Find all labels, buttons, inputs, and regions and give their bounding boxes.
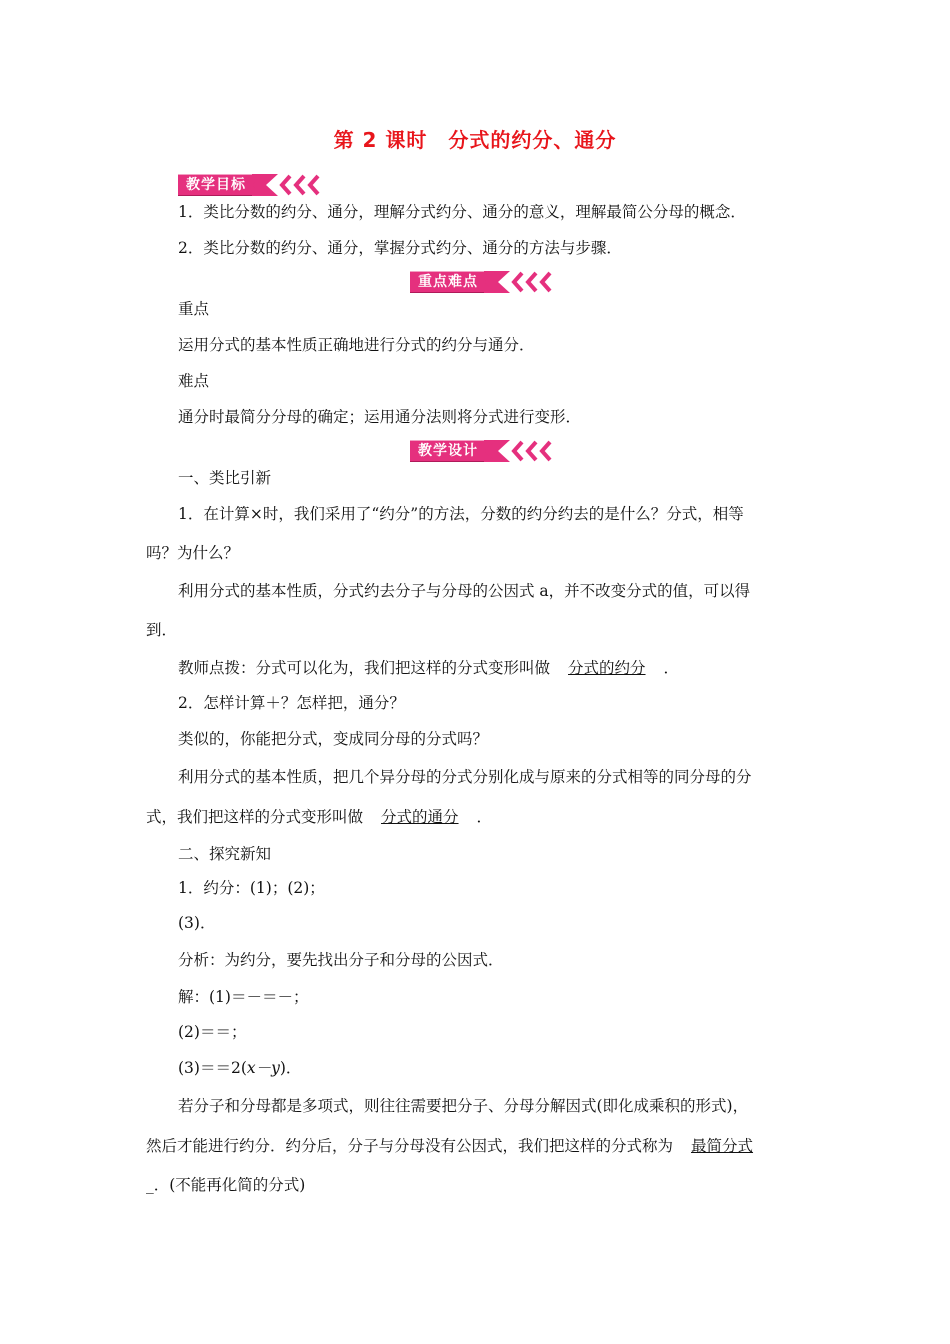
example-1: 1．约分：(1)；(2)； <box>178 879 325 897</box>
conclusion-line-1: 若分子和分母都是多项式，则往往需要把分子、分母分解因式(即化成乘积的形式)， <box>178 1097 749 1115</box>
hard-text: 通分时最简分分母的确定；运用通分法则将分式进行变形． <box>178 408 582 426</box>
banner-design-label: 教学设计 <box>410 440 484 462</box>
analysis: 分析：为约分，要先找出分子和分母的公因式． <box>178 951 504 969</box>
conclusion-blank-tail: _ <box>146 1176 154 1194</box>
conclusion-text: 然后才能进行约分．约分后，分子与分母没有公因式，我们把这样的分式称为 <box>146 1137 674 1155</box>
solution-3 <box>178 1057 301 1079</box>
teacher-tip <box>178 657 679 679</box>
conclusion-line-3 <box>146 1174 305 1196</box>
key-label: 重点 <box>178 300 210 318</box>
answer-2-line-1: 利用分式的基本性质，把几个异分母的分式分别化成与原来的分式相等的同分母的分 <box>178 768 752 786</box>
teacher-tip-text: 教师点拨：分式可以化为，我们把这样的分式变形叫做 <box>178 659 551 677</box>
solution-2: (2)＝＝； <box>178 1023 247 1041</box>
double-chevron-left-icon <box>484 271 562 293</box>
double-chevron-left-icon <box>484 440 562 462</box>
conclusion-line-2 <box>146 1135 771 1157</box>
fill-blank-answer: 最简分式 <box>691 1137 754 1155</box>
question-2: 2．怎样计算＋？怎样把，通分？ <box>178 694 405 712</box>
answer-1-line-2: 到． <box>146 621 178 639</box>
answer-1-line-1: 利用分式的基本性质，分式约去分子与分母的公因式 a，并不改变分式的值，可以得 <box>178 582 751 600</box>
page-title: 第 2 课时 分式的约分、通分 <box>333 128 617 152</box>
solution-1: 解：(1)＝－＝－； <box>178 988 309 1006</box>
solution-3-expr: x－y <box>246 1059 280 1077</box>
answer-2-text: 式，我们把这样的分式变形叫做 <box>146 808 364 826</box>
question-1-line-1: 1．在计算×时，我们采用了“约分”的方法，分数的约分约去的是什么？分式，相等 <box>178 505 744 523</box>
section-2-title: 二、探究新知 <box>178 845 272 863</box>
banner-keypoints-label: 重点难点 <box>410 271 484 293</box>
banner-design <box>410 440 562 462</box>
answer-2-line-2 <box>146 806 492 828</box>
double-chevron-left-icon <box>252 174 330 196</box>
solution-3-pre: (3)＝＝2( <box>178 1059 247 1077</box>
solution-3-post: )． <box>279 1059 302 1077</box>
answer-2-end: ． <box>476 808 493 826</box>
key-text: 运用分式的基本性质正确地进行分式的约分与通分． <box>178 336 535 354</box>
conclusion-note: ．(不能再化简的分式) <box>153 1176 306 1194</box>
goal-2: 2．类比分数的约分、通分，掌握分式约分、通分的方法与步骤． <box>178 239 622 257</box>
fill-blank-answer: 分式的约分 <box>568 659 646 677</box>
banner-goals <box>178 174 330 196</box>
section-1-title: 一、类比引新 <box>178 469 272 487</box>
banner-keypoints <box>410 271 562 293</box>
teacher-tip-end: ． <box>663 659 680 677</box>
question-1-line-2: 吗？为什么？ <box>146 544 240 562</box>
banner-goals-label: 教学目标 <box>178 174 252 196</box>
question-2b: 类似的，你能把分式，变成同分母的分式吗？ <box>178 730 489 748</box>
hard-label: 难点 <box>178 372 210 390</box>
example-1b: (3)． <box>178 914 216 932</box>
fill-blank-answer: 分式的通分 <box>381 808 459 826</box>
goal-1: 1．类比分数的约分、通分，理解分式约分、通分的意义，理解最简公分母的概念． <box>178 203 746 221</box>
